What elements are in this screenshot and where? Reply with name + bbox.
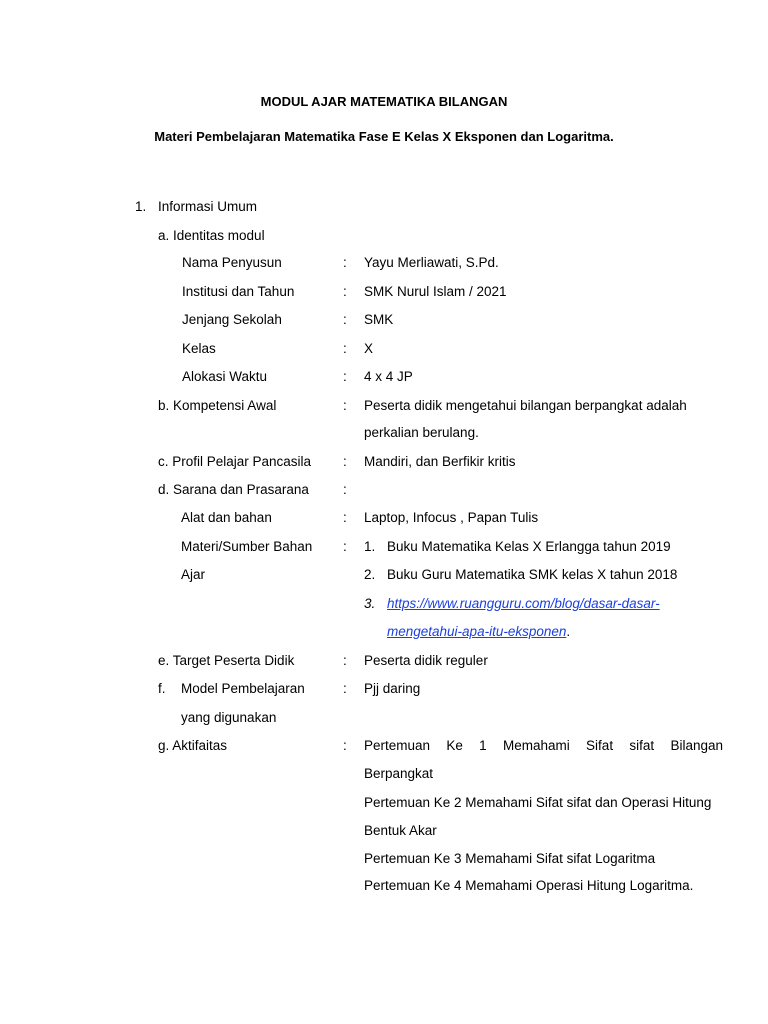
aktifitas-line-6: Pertemuan Ke 4 Memahami Operasi Hitung Logaritma.	[364, 878, 694, 893]
row-separator: :	[343, 653, 347, 668]
row-value-kelas: X	[364, 341, 374, 356]
row-separator: :	[343, 482, 347, 497]
alat-bahan-value: Laptop, Infocus , Papan Tulis	[364, 510, 539, 525]
profil-pelajar-value: Mandiri, dan Berfikir kritis	[364, 454, 516, 469]
materi-item-number: 3.	[364, 596, 376, 611]
materi-label-line-2: Ajar	[181, 567, 206, 582]
row-value-jenjang: SMK	[364, 312, 394, 327]
row-label-kelas: Kelas	[182, 341, 216, 356]
row-label-alokasi-waktu: Alokasi Waktu	[182, 369, 268, 384]
sarana-label: d. Sarana dan Prasarana	[158, 482, 309, 497]
ruangguru-link[interactable]: https://www.ruangguru.com/blog/dasar-dasar-	[387, 596, 660, 611]
profil-pelajar-label: c. Profil Pelajar Pancasila	[158, 454, 312, 469]
model-value: Pjj daring	[364, 681, 421, 696]
aktifitas-label: g. Aktifaitas	[158, 738, 228, 753]
target-label: e. Target Peserta Didik	[158, 653, 295, 668]
model-label-line-1: Model Pembelajaran	[181, 681, 305, 696]
row-label-nama-penyusun: Nama Penyusun	[182, 255, 282, 270]
document-title: MODUL AJAR MATEMATIKA BILANGAN	[260, 94, 508, 109]
materi-link-line-2-wrapper	[387, 623, 570, 641]
row-separator: :	[343, 454, 347, 469]
row-separator: :	[343, 510, 347, 525]
row-separator: :	[343, 539, 347, 554]
row-value-alokasi-waktu: 4 x 4 JP	[364, 369, 413, 384]
row-separator: :	[343, 284, 347, 299]
aktifitas-line-2: Berpangkat	[364, 766, 434, 781]
section-number: 1.	[135, 199, 147, 214]
row-separator: :	[343, 369, 347, 384]
row-separator: :	[343, 341, 347, 356]
kompetensi-awal-line-1: Peserta didik mengetahui bilangan berpangkat adalah	[364, 398, 687, 413]
aktifitas-line-5: Pertemuan Ke 3 Memahami Sifat sifat Logaritma	[364, 851, 656, 866]
identitas-heading: a. Identitas modul	[158, 228, 265, 243]
document-subtitle: Materi Pembelajaran Matematika Fase E Kelas X Eksponen dan Logaritma.	[154, 129, 614, 144]
link-trailing-period: .	[566, 624, 571, 639]
row-separator: :	[343, 255, 347, 270]
materi-label-line-1: Materi/Sumber Bahan	[181, 539, 313, 554]
row-separator: :	[343, 398, 347, 413]
section-heading: Informasi Umum	[158, 199, 258, 214]
model-label-line-2: yang digunakan	[181, 710, 277, 725]
row-label-jenjang: Jenjang Sekolah	[182, 312, 282, 327]
row-label-institusi: Institusi dan Tahun	[182, 284, 295, 299]
model-letter: f.	[158, 681, 166, 696]
ruangguru-link-continued[interactable]: mengetahui-apa-itu-eksponen	[387, 624, 567, 639]
aktifitas-line-1: Pertemuan Ke 1 Memahami Sifat sifat Bilangan	[364, 738, 723, 753]
kompetensi-awal-label: b. Kompetensi Awal	[158, 398, 277, 413]
aktifitas-line-4: Bentuk Akar	[364, 823, 437, 838]
materi-item-text: Buku Matematika Kelas X Erlangga tahun 2019	[387, 539, 671, 554]
row-value-nama-penyusun: Yayu Merliawati, S.Pd.	[364, 255, 499, 270]
alat-bahan-label: Alat dan bahan	[181, 510, 272, 525]
row-separator: :	[343, 681, 347, 696]
row-value-institusi: SMK Nurul Islam / 2021	[364, 284, 507, 299]
materi-item-number: 2.	[364, 567, 376, 582]
materi-item-text: Buku Guru Matematika SMK kelas X tahun 2018	[387, 567, 678, 582]
kompetensi-awal-line-2: perkalian berulang.	[364, 425, 479, 440]
materi-link-line-1-wrapper	[387, 595, 660, 613]
materi-item-number: 1.	[364, 539, 376, 554]
aktifitas-line-3: Pertemuan Ke 2 Memahami Sifat sifat dan Operasi Hitung	[364, 795, 712, 810]
row-separator: :	[343, 312, 347, 327]
row-separator: :	[343, 738, 347, 753]
target-value: Peserta didik reguler	[364, 653, 488, 668]
